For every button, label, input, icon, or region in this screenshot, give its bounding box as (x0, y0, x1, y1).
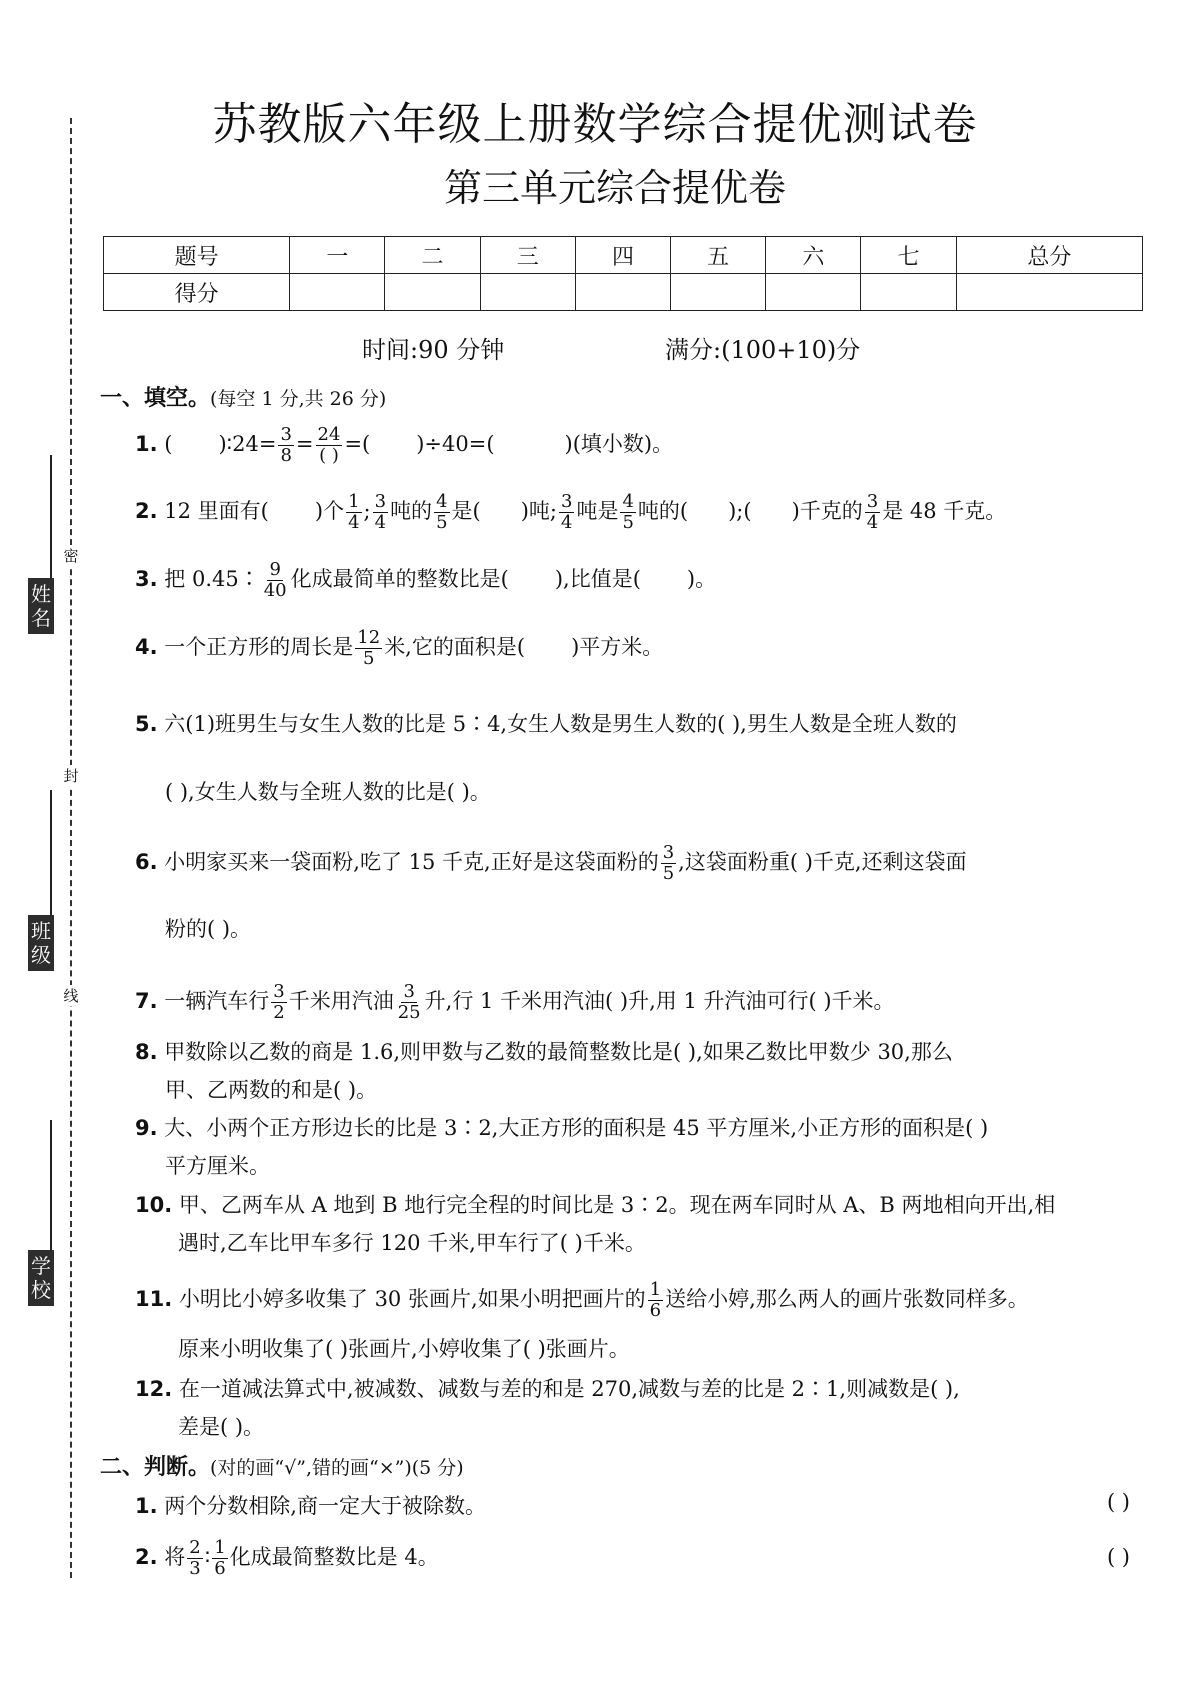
fraction (355, 628, 382, 669)
score-header-cell: 四 (575, 237, 670, 274)
class-write-line (50, 790, 52, 920)
text: ; (363, 499, 371, 523)
seal-char-mi: 密 (63, 547, 79, 565)
question-4 (135, 628, 663, 669)
question-10-line-2: 遇时,乙车比甲车多行 120 千米,甲车行了( )千米。 (178, 1231, 646, 1255)
section-1-title: 一、填空。 (100, 386, 211, 411)
score-table-score-row (104, 274, 1143, 311)
fraction (434, 492, 449, 533)
text: 甲、乙两车从 A 地到 B 地行完全程的时间比是 3∶2。现在两车同时从 A、B 两地相向开出,相 (178, 1193, 1056, 1217)
score-header-cell: 总分 (956, 237, 1142, 274)
text: ),比值是( (554, 567, 641, 591)
score-header-cell: 二 (385, 237, 480, 274)
score-cell[interactable] (861, 274, 956, 311)
text: 在一道减法算式中,被减数、减数与差的和是 270,减数与差的比是 2∶1,则减数是( ), (178, 1377, 960, 1401)
question-10 (135, 1189, 1055, 1219)
score-cell[interactable] (575, 274, 670, 311)
question-6 (135, 843, 967, 884)
question-number: 3. (135, 567, 158, 591)
fraction (559, 492, 574, 533)
school-label: 学校 (28, 1250, 54, 1306)
question-9-line-2: 平方厘米。 (165, 1154, 270, 1178)
text: 一辆汽车行 (164, 989, 270, 1013)
question-number: 7. (135, 989, 158, 1013)
denominator: 5 (436, 512, 448, 533)
question-number: 8. (135, 1040, 158, 1064)
question-2 (135, 492, 1006, 533)
question-number: 12. (135, 1377, 173, 1401)
score-cell[interactable] (766, 274, 861, 311)
question-number: 1. (135, 1494, 158, 1518)
section-2-title: 二、判断。 (100, 1455, 211, 1480)
text: );( (728, 499, 752, 523)
numerator: 3 (374, 491, 387, 512)
text: 两个分数相除,商一定大于被除数。 (164, 1494, 486, 1518)
score-header-cell: 五 (671, 237, 766, 274)
text: )。 (686, 567, 717, 591)
section-2-note: (对的画“√”,错的画“×”)(5 分) (210, 1457, 464, 1479)
text: )个 (314, 499, 345, 523)
fraction (278, 425, 293, 466)
text: 甲数除以乙数的商是 1.6,则甲数与乙数的最简整数比是( ),如果乙数比甲数少 30,那么 (164, 1040, 953, 1064)
text: 化成最简单的整数比是( (290, 567, 509, 591)
numerator: 3 (866, 491, 879, 512)
text: 六(1)班男生与女生人数的比是 5∶4,女生人数是男生人数的( ),男生人数是全班人数的 (164, 712, 957, 736)
denominator: 3 (189, 1558, 201, 1579)
question-11 (135, 1280, 1029, 1321)
name-label: 姓名 (28, 578, 54, 634)
score-cell[interactable] (956, 274, 1142, 311)
text: 把 0.45∶ (164, 567, 260, 591)
score-header-cell: 题号 (104, 237, 290, 274)
question-number: 11. (135, 1287, 173, 1311)
question-12 (135, 1373, 960, 1403)
class-label: 班级 (28, 915, 54, 971)
question-6-line-2: 粉的( )。 (165, 917, 252, 941)
section-2-heading (100, 1450, 464, 1481)
denominator[interactable]: ( ) (319, 445, 339, 466)
name-write-line (50, 455, 52, 585)
question-11-line-2: 原来小明收集了( )张画片,小婷收集了( )张画片。 (178, 1337, 630, 1361)
numerator: 1 (649, 1279, 662, 1300)
score-table-header-row (104, 237, 1143, 274)
score-table (103, 236, 1143, 311)
seal-char-xian: 线 (63, 987, 79, 1005)
score-cell[interactable] (671, 274, 766, 311)
fraction (212, 1538, 227, 1579)
numerator: 3 (403, 981, 415, 1002)
denominator: 25 (397, 1002, 421, 1023)
numerator: 3 (273, 981, 285, 1002)
text: =( (344, 432, 371, 456)
fraction (396, 982, 423, 1023)
score-row-label: 得分 (104, 274, 290, 311)
fraction (271, 982, 286, 1023)
question-8 (135, 1036, 953, 1066)
text: 将 (164, 1545, 186, 1569)
numerator: 2 (189, 1537, 201, 1558)
denominator: 5 (662, 863, 675, 884)
question-8-line-2: 甲、乙两数的和是( )。 (165, 1078, 378, 1102)
school-write-line (50, 1120, 52, 1250)
exam-title: 苏教版六年级上册数学综合提优测试卷 (212, 99, 978, 150)
denominator: 8 (280, 445, 292, 466)
numerator: 9 (269, 559, 281, 580)
binding-dashed-line (70, 118, 72, 1578)
text: 米,它的面积是( (384, 635, 526, 659)
numerator: 3 (662, 842, 675, 863)
text: 小明比小婷多收集了 30 张画片,如果小明把画片的 (178, 1287, 646, 1311)
denominator: 6 (649, 1300, 662, 1321)
seal-char-feng: 封 (63, 767, 79, 785)
score-header-cell: 一 (290, 237, 385, 274)
denominator: 2 (273, 1002, 285, 1023)
question-number: 6. (135, 850, 158, 874)
question-12-line-2: 差是( )。 (178, 1415, 265, 1439)
text: )千克的 (791, 499, 863, 523)
section-1-heading (100, 381, 386, 412)
fraction (262, 560, 289, 601)
denominator: 5 (622, 512, 634, 533)
numerator: 12 (357, 627, 381, 648)
text: 吨的 (390, 499, 433, 523)
question-number: 9. (135, 1116, 158, 1140)
fraction (620, 492, 635, 533)
time-limit: 时间:90 分钟 (362, 336, 505, 364)
text: 吨的( (637, 499, 689, 523)
question-7 (135, 982, 895, 1023)
numerator: 4 (622, 491, 634, 512)
question-3 (135, 560, 716, 601)
numerator: 1 (348, 491, 360, 512)
numerator: 4 (436, 491, 448, 512)
denominator: 4 (561, 512, 573, 533)
question-5-line-2: ( ),女生人数与全班人数的比是( )。 (165, 780, 491, 804)
judge-question-2 (135, 1538, 439, 1579)
exam-subtitle: 第三单元综合提优卷 (443, 166, 786, 210)
denominator: 6 (214, 1558, 226, 1579)
text: = (295, 432, 314, 456)
text: 升,行 1 千米用汽油( )升,用 1 升汽油可行( )千米。 (424, 989, 895, 1013)
fraction (187, 1538, 202, 1579)
text: ∶ (204, 1545, 211, 1569)
judge-question-1 (135, 1490, 486, 1520)
score-header-cell: 三 (480, 237, 575, 274)
text: )(填小数)。 (564, 432, 674, 456)
text: 大、小两个正方形边长的比是 3∶2,大正方形的面积是 45 平方厘米,小正方形的面积是( ) (164, 1116, 989, 1140)
numerator: 24 (317, 424, 341, 445)
question-number: 1. (135, 432, 158, 456)
fraction (346, 492, 361, 533)
text: 小明家买来一袋面粉,吃了 15 千克,正好是这袋面粉的 (164, 850, 659, 874)
question-number: 5. (135, 712, 158, 736)
denominator: 5 (363, 648, 375, 669)
judge-answer-paren[interactable]: ( ) (1106, 1545, 1130, 1569)
score-cell[interactable] (290, 274, 385, 311)
question-5 (135, 708, 957, 738)
question-9 (135, 1112, 988, 1142)
text: 12 里面有( (164, 499, 269, 523)
text: )∶24= (218, 432, 277, 456)
question-number: 2. (135, 499, 158, 523)
text: 是( (451, 499, 481, 523)
score-header-cell: 六 (766, 237, 861, 274)
fraction (661, 843, 676, 884)
score-header-cell: 七 (861, 237, 956, 274)
text: )吨; (520, 499, 557, 523)
text: 吨是 (576, 499, 619, 523)
text: )平方米。 (571, 635, 664, 659)
text: 一个正方形的周长是 (164, 635, 354, 659)
question-number: 10. (135, 1193, 173, 1217)
text: 化成最简整数比是 4。 (229, 1545, 439, 1569)
numerator: 1 (214, 1537, 226, 1558)
text: 送给小婷,那么两人的画片张数同样多。 (665, 1287, 1029, 1311)
section-1-note: (每空 1 分,共 26 分) (210, 388, 387, 410)
score-cell[interactable] (480, 274, 575, 311)
text: ,这袋面粉重( )千克,还剩这袋面 (678, 850, 967, 874)
fraction (316, 425, 343, 466)
question-number: 2. (135, 1545, 158, 1569)
text: 是 48 千克。 (882, 499, 1007, 523)
text: )÷40=( (416, 432, 495, 456)
score-cell[interactable] (385, 274, 480, 311)
fraction (373, 492, 388, 533)
denominator: 4 (866, 512, 879, 533)
denominator: 4 (374, 512, 387, 533)
fraction (865, 492, 880, 533)
numerator: 3 (561, 491, 573, 512)
numerator: 3 (280, 424, 292, 445)
fraction (648, 1280, 663, 1321)
judge-answer-paren[interactable]: ( ) (1106, 1490, 1130, 1514)
full-score: 满分:(100+10)分 (665, 336, 861, 364)
question-1 (135, 425, 673, 466)
text: ( (164, 432, 173, 456)
denominator: 40 (263, 580, 287, 601)
question-number: 4. (135, 635, 158, 659)
denominator: 4 (348, 512, 360, 533)
text: 千米用汽油 (288, 989, 394, 1013)
